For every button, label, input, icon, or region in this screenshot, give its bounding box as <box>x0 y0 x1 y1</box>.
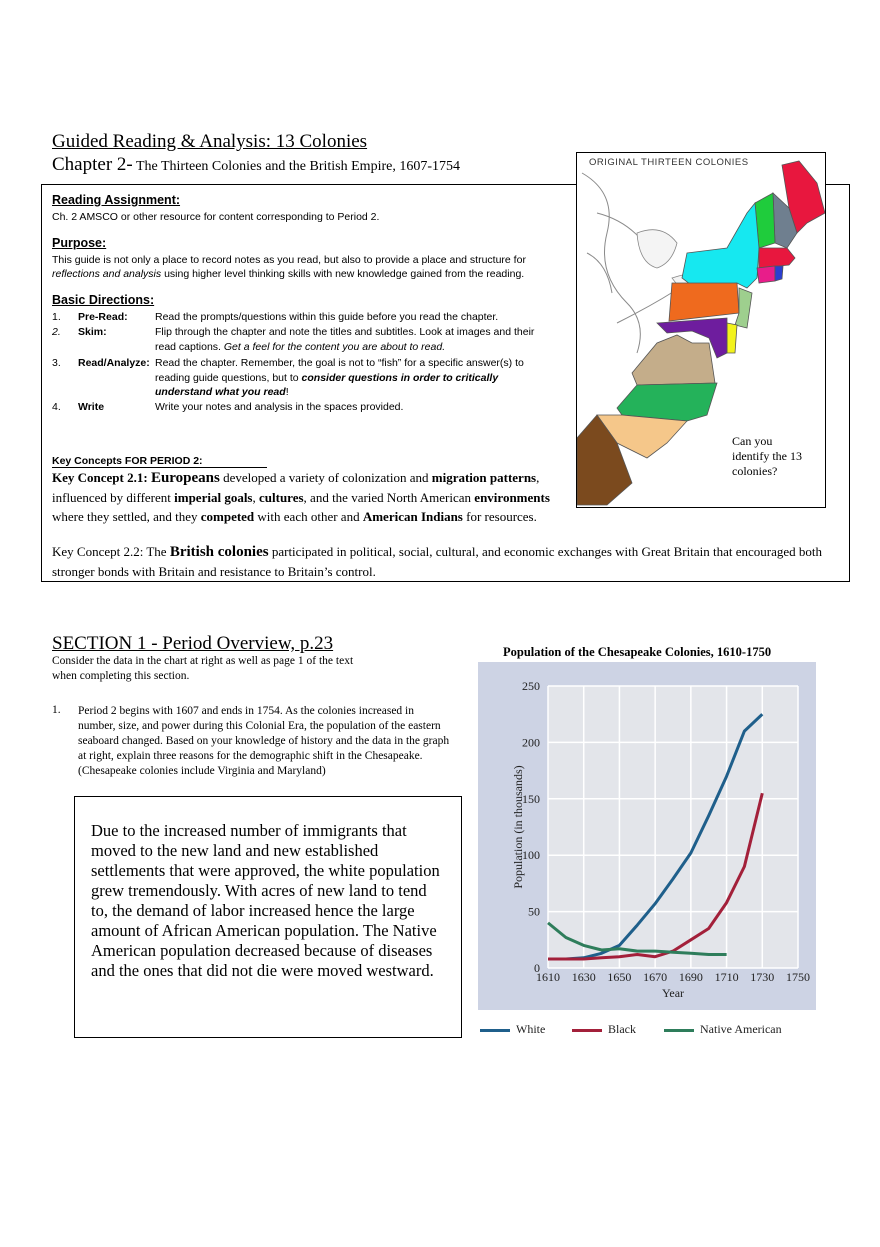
kc1-text: developed a variety of colonization and <box>219 470 432 485</box>
directions-heading: Basic Directions: <box>52 293 155 307</box>
y-tick-label: 200 <box>522 735 540 750</box>
y-tick-label: 50 <box>528 904 540 919</box>
direction-num: 4. <box>52 401 61 413</box>
reading-assignment-heading: Reading Assignment: <box>52 193 181 207</box>
direction-num: 3. <box>52 357 61 369</box>
map-caption: Can you identify the 13 colonies? <box>732 434 802 478</box>
y-tick-label: 150 <box>522 791 540 806</box>
map-rhode-island <box>775 266 783 281</box>
direction-num: 2. <box>52 326 61 338</box>
purpose-text-italic: reflections and analysis <box>52 268 162 280</box>
legend-item-white <box>480 1022 545 1037</box>
direction-num: 1. <box>52 311 61 323</box>
kc2-text: participated in political, social, cultural, and economic exchanges with Great Britain that encouraged both stronger bonds with Britain and resistance to Britain’s control. <box>52 544 822 579</box>
direction-text: Read the prompts/questions within this guide before you read the chapter. <box>155 311 499 323</box>
direction-text-block <box>155 325 545 354</box>
direction-text: Read the chapter. Remember, the goal is not to “fish” for a specific answer(s) to reading guide questions, but to <box>155 357 524 384</box>
reading-assignment-text: Ch. 2 AMSCO or other resource for content corresponding to Period 2. <box>52 211 380 223</box>
x-tick-label: 1650 <box>607 970 632 984</box>
direction-label: Read/Analyze: <box>78 357 150 369</box>
answer-text: Due to the increased number of immigrants that moved to the new land and new established settlements that were approved, the white population grew tremendously. With acres of new land to tend to, the demand of labor increased hence the large amount of African American population. The Native American population decreased because of diseases and the ones that did not die were moved westward. <box>91 821 440 980</box>
plot-area <box>548 686 798 968</box>
legend-label: White <box>516 1022 546 1036</box>
direction-text: Write your notes and analysis in the spaces provided. <box>155 401 404 413</box>
kc1-text: with each other and <box>254 509 363 524</box>
chapter-title <box>52 154 460 176</box>
y-tick-label: 100 <box>522 848 540 863</box>
direction-text-block <box>155 356 535 400</box>
legend-swatch-native <box>664 1029 694 1032</box>
direction-label: Write <box>78 401 105 413</box>
question-number: 1. <box>52 704 61 716</box>
kc1-text: , and the varied North American <box>303 490 475 505</box>
kc1-text: for resources. <box>462 509 537 524</box>
x-tick-label: 1670 <box>643 970 668 984</box>
purpose-text-rest: using higher level thinking skills with new knowledge gained from the reading. <box>161 268 525 280</box>
legend-label: Black <box>608 1022 636 1036</box>
map-delaware <box>727 323 737 353</box>
section-title: SECTION 1 - Period Overview, p.23 <box>52 633 334 654</box>
x-tick-label: 1710 <box>714 970 739 984</box>
kc1-indians: American Indians <box>362 509 463 524</box>
x-axis-label: Year <box>661 986 685 1000</box>
x-tick-label: 1750 <box>786 970 810 984</box>
chapter-prefix: Chapter 2- <box>52 154 133 175</box>
kc1-competed: competed <box>200 509 255 524</box>
key-concept-2-2 <box>52 542 822 581</box>
map-connecticut <box>757 266 775 283</box>
legend-item-native <box>664 1022 782 1037</box>
answer-box[interactable] <box>74 796 462 1038</box>
population-chart <box>478 662 816 1010</box>
legend-label: Native American <box>700 1022 782 1036</box>
x-tick-label: 1730 <box>750 970 775 984</box>
page-title: Guided Reading & Analysis: 13 Colonies <box>52 131 368 152</box>
purpose-text <box>52 253 552 281</box>
chapter-subtitle: The Thirteen Colonies and the British Empire, 1607-1754 <box>132 159 460 174</box>
section-intro: Consider the data in the chart at right as well as page 1 of the text when completing this section. <box>52 655 354 682</box>
direction-text-bold-italic: consider questions in order to critically understand what you read <box>155 371 499 398</box>
kc1-label: Key Concept 2.1: <box>52 470 151 485</box>
kc1-text: where they settled, and they <box>52 509 201 524</box>
key-concept-2-1 <box>52 468 552 526</box>
y-tick-label: 250 <box>522 679 540 693</box>
direction-text-italic: Get a feel for the content you are about to read. <box>223 340 446 353</box>
chart-legend <box>480 1022 810 1042</box>
key-concepts-heading: Key Concepts FOR PERIOD 2: <box>52 455 267 468</box>
kc1-migration: migration patterns <box>431 470 537 485</box>
purpose-heading: Purpose: <box>52 236 107 250</box>
kc1-environments: environments <box>474 490 550 505</box>
map-title: ORIGINAL THIRTEEN COLONIES <box>589 157 749 168</box>
legend-swatch-white <box>480 1029 510 1032</box>
chart-title: Population of the Chesapeake Colonies, 1610-1750 <box>503 645 772 659</box>
purpose-text-line1: This guide is not only a place to record notes as you read, but also to provide a place and structure for <box>52 254 526 266</box>
y-tick-label: 0 <box>534 961 540 975</box>
legend-item-black <box>572 1022 636 1037</box>
kc1-text: , <box>252 490 259 505</box>
x-tick-label: 1690 <box>678 970 703 984</box>
direction-label: Pre-Read: <box>78 311 128 323</box>
y-axis-label: Population (in thousands) <box>511 765 525 889</box>
kc2-british: British colonies <box>169 544 269 560</box>
kc1-imperial: imperial goals <box>174 490 253 505</box>
legend-swatch-black <box>572 1029 602 1032</box>
direction-text-end: ! <box>285 386 289 398</box>
x-tick-label: 1630 <box>571 970 596 984</box>
kc2-label: Key Concept 2.2: The <box>52 544 170 559</box>
question-text: Period 2 begins with 1607 and ends in 1754. As the colonies increased in number, size, and power during this Colonial Era, the population of the eastern seaboard changed. Based on your knowledge of history and the data in the graph at right, explain three reasons for the demographic shift in the Chesapeake. (Chesapeake colonies include Virginia and Maryland) <box>78 705 450 777</box>
direction-text: Flip through the chapter and note the titles and subtitles. Look at images and their read captions. <box>155 326 535 353</box>
direction-label: Skim: <box>78 326 107 338</box>
x-tick-label: 1610 <box>536 970 560 984</box>
kc1-europeans: Europeans <box>150 470 220 486</box>
kc1-text: , influenced by different <box>52 470 540 505</box>
kc1-cultures: cultures <box>259 490 304 505</box>
